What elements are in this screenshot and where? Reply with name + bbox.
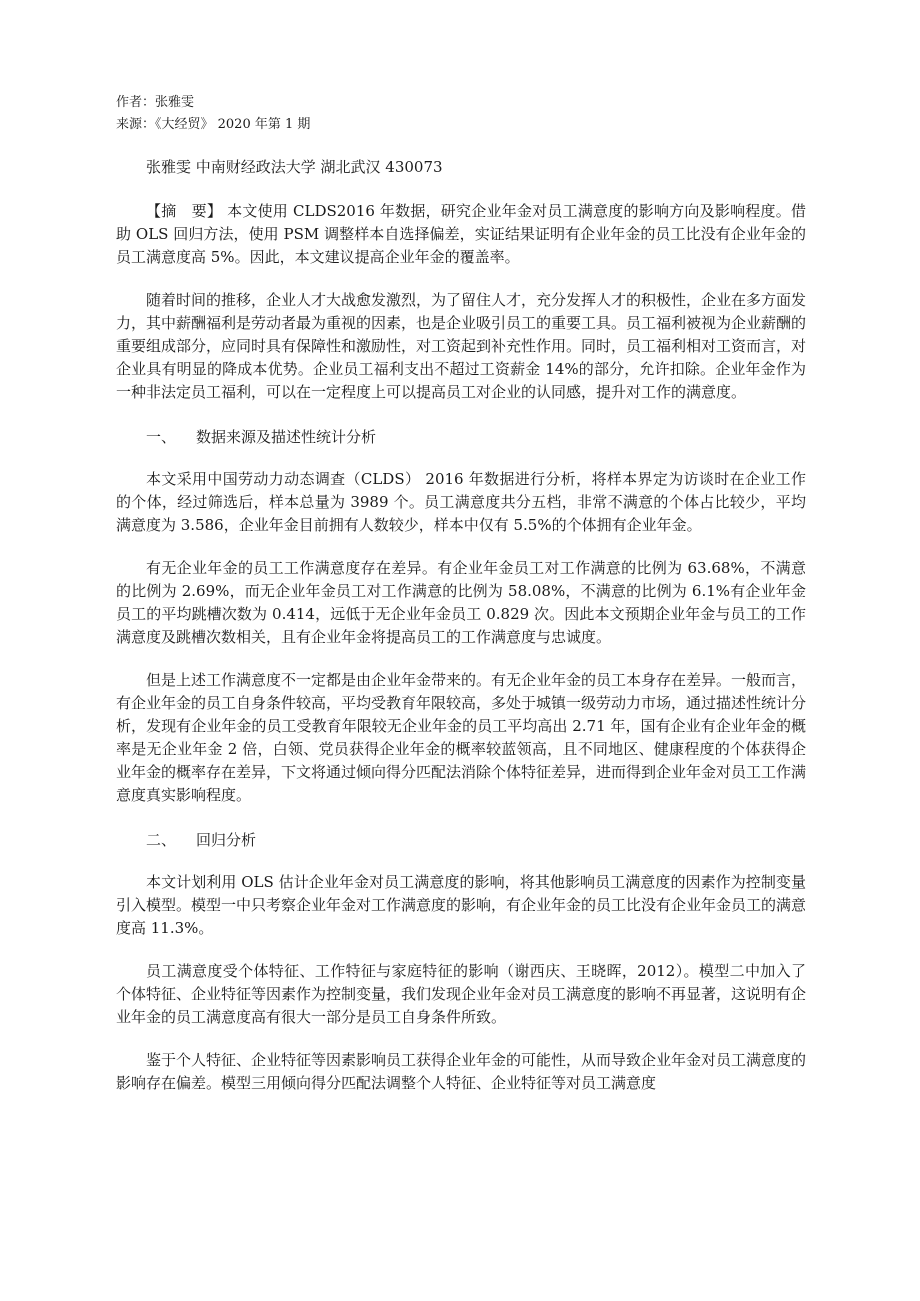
intro-paragraph: 随着时间的推移，企业人才大战愈发激烈，为了留住人才，充分发挥人才的积极性，企业在多方面发力，其中薪酬福利是劳动者最为重视的因素，也是企业吸引员工的重要工具。员工福利被视为企业薪酬的重要组成部分，应同时具有保障性和激励性，对工资起到补充性作用。同时，员工福利相对工资而言，对企业具有明显的降成本优势。企业员工福利支出不超过工资薪金 14%的部分，允许扣除。企业年金作为一种非法定员工福利，可以在一定程度上可以提高员工对企业的认同感，提升对工作的满意度。: [116, 291, 807, 401]
source-line: 来源：《大经贸》 2020 年第 1 期: [116, 117, 311, 132]
body-paragraph: 员工满意度受个体特征、工作特征与家庭特征的影响（谢西庆、王晓晖，2012）。模型二中加入了个体特征、企业特征等因素作为控制变量，我们发现企业年金对员工满意度的影响不再显著，这说明有企业年金的员工满意度高有很大一部分是员工自身条件所致。: [116, 962, 807, 1026]
section-title: 数据来源及描述性统计分析: [196, 428, 377, 446]
abstract-label: 【摘 要】: [146, 202, 223, 220]
section-heading-1: [116, 426, 806, 448]
document-page: [116, 92, 806, 1095]
section-number: 一、: [146, 428, 177, 446]
body-paragraph: 但是上述工作满意度不一定都是由企业年金带来的。有无企业年金的员工本身存在差异。一般而言，有企业年金的员工自身条件较高，平均受教育年限较高，多处于城镇一级劳动力市场，通过描述性统计分析，发现有企业年金的员工受教育年限较无企业年金的员工平均高出 2.71 年，国有企业有企业年金的概率是无企业年金 2 倍，白领、党员获得企业年金的概率较蓝领高，且不同地区、健康程度的个体获得企业年金的概率存在差异，下文将通过倾向得分匹配法消除个体特征差异，进而得到企业年金对员工工作满意度真实影响程度。: [116, 671, 807, 804]
abstract-paragraph: [116, 200, 806, 269]
body-paragraph: 本文计划利用 OLS 估计企业年金对员工满意度的影响，将其他影响员工满意度的因素作为控制变量引入模型。模型一中只考察企业年金对工作满意度的影响，有企业年金的员工比没有企业年金员工的满意度高 11.3%。: [116, 873, 807, 937]
author-affiliation: 张雅雯 中南财经政法大学 湖北武汉 430073: [146, 158, 443, 176]
body-paragraph: 鉴于个人特征、企业特征等因素影响员工获得企业年金的可能性，从而导致企业年金对员工满意度的影响存在偏差。模型三用倾向得分匹配法调整个人特征、企业特征等对员工满意度: [116, 1051, 807, 1092]
body-paragraph: 本文采用中国劳动力动态调查（CLDS） 2016 年数据进行分析，将样本界定为访谈时在企业工作的个体，经过筛选后，样本总量为 3989 个。员工满意度共分五档，非常不满意的个体占比较少，平均满意度为 3.586，企业年金目前拥有人数较少，样本中仅有 5.5%的个体拥有企业年金。: [116, 470, 806, 534]
abstract-text: 本文使用 CLDS2016 年数据，研究企业年金对员工满意度的影响方向及影响程度。借助 OLS 回归方法，使用 PSM 调整样本自选择偏差，实证结果证明有企业年金的员工比没有企业年金的员工满意度高 5%。因此，本文建议提高企业年金的覆盖率。: [116, 202, 806, 266]
section-title: 回归分析: [196, 831, 257, 849]
author-line: 作者：张雅雯: [116, 95, 195, 110]
section-number: 二、: [146, 831, 177, 849]
section-heading-2: [116, 829, 806, 851]
body-paragraph: 有无企业年金的员工工作满意度存在差异。有企业年金员工对工作满意的比例为 63.68%，不满意的比例为 2.69%，而无企业年金员工对工作满意的比例为 58.08%，不满意的比例为 6.1%有企业年金员工的平均跳槽次数为 0.414，远低于无企业年金员工 0.829 次。因此本文预期企业年金与员工的工作满意度及跳槽次数相关，且有企业年金将提高员工的工作满意度与忠诚度。: [116, 559, 806, 646]
